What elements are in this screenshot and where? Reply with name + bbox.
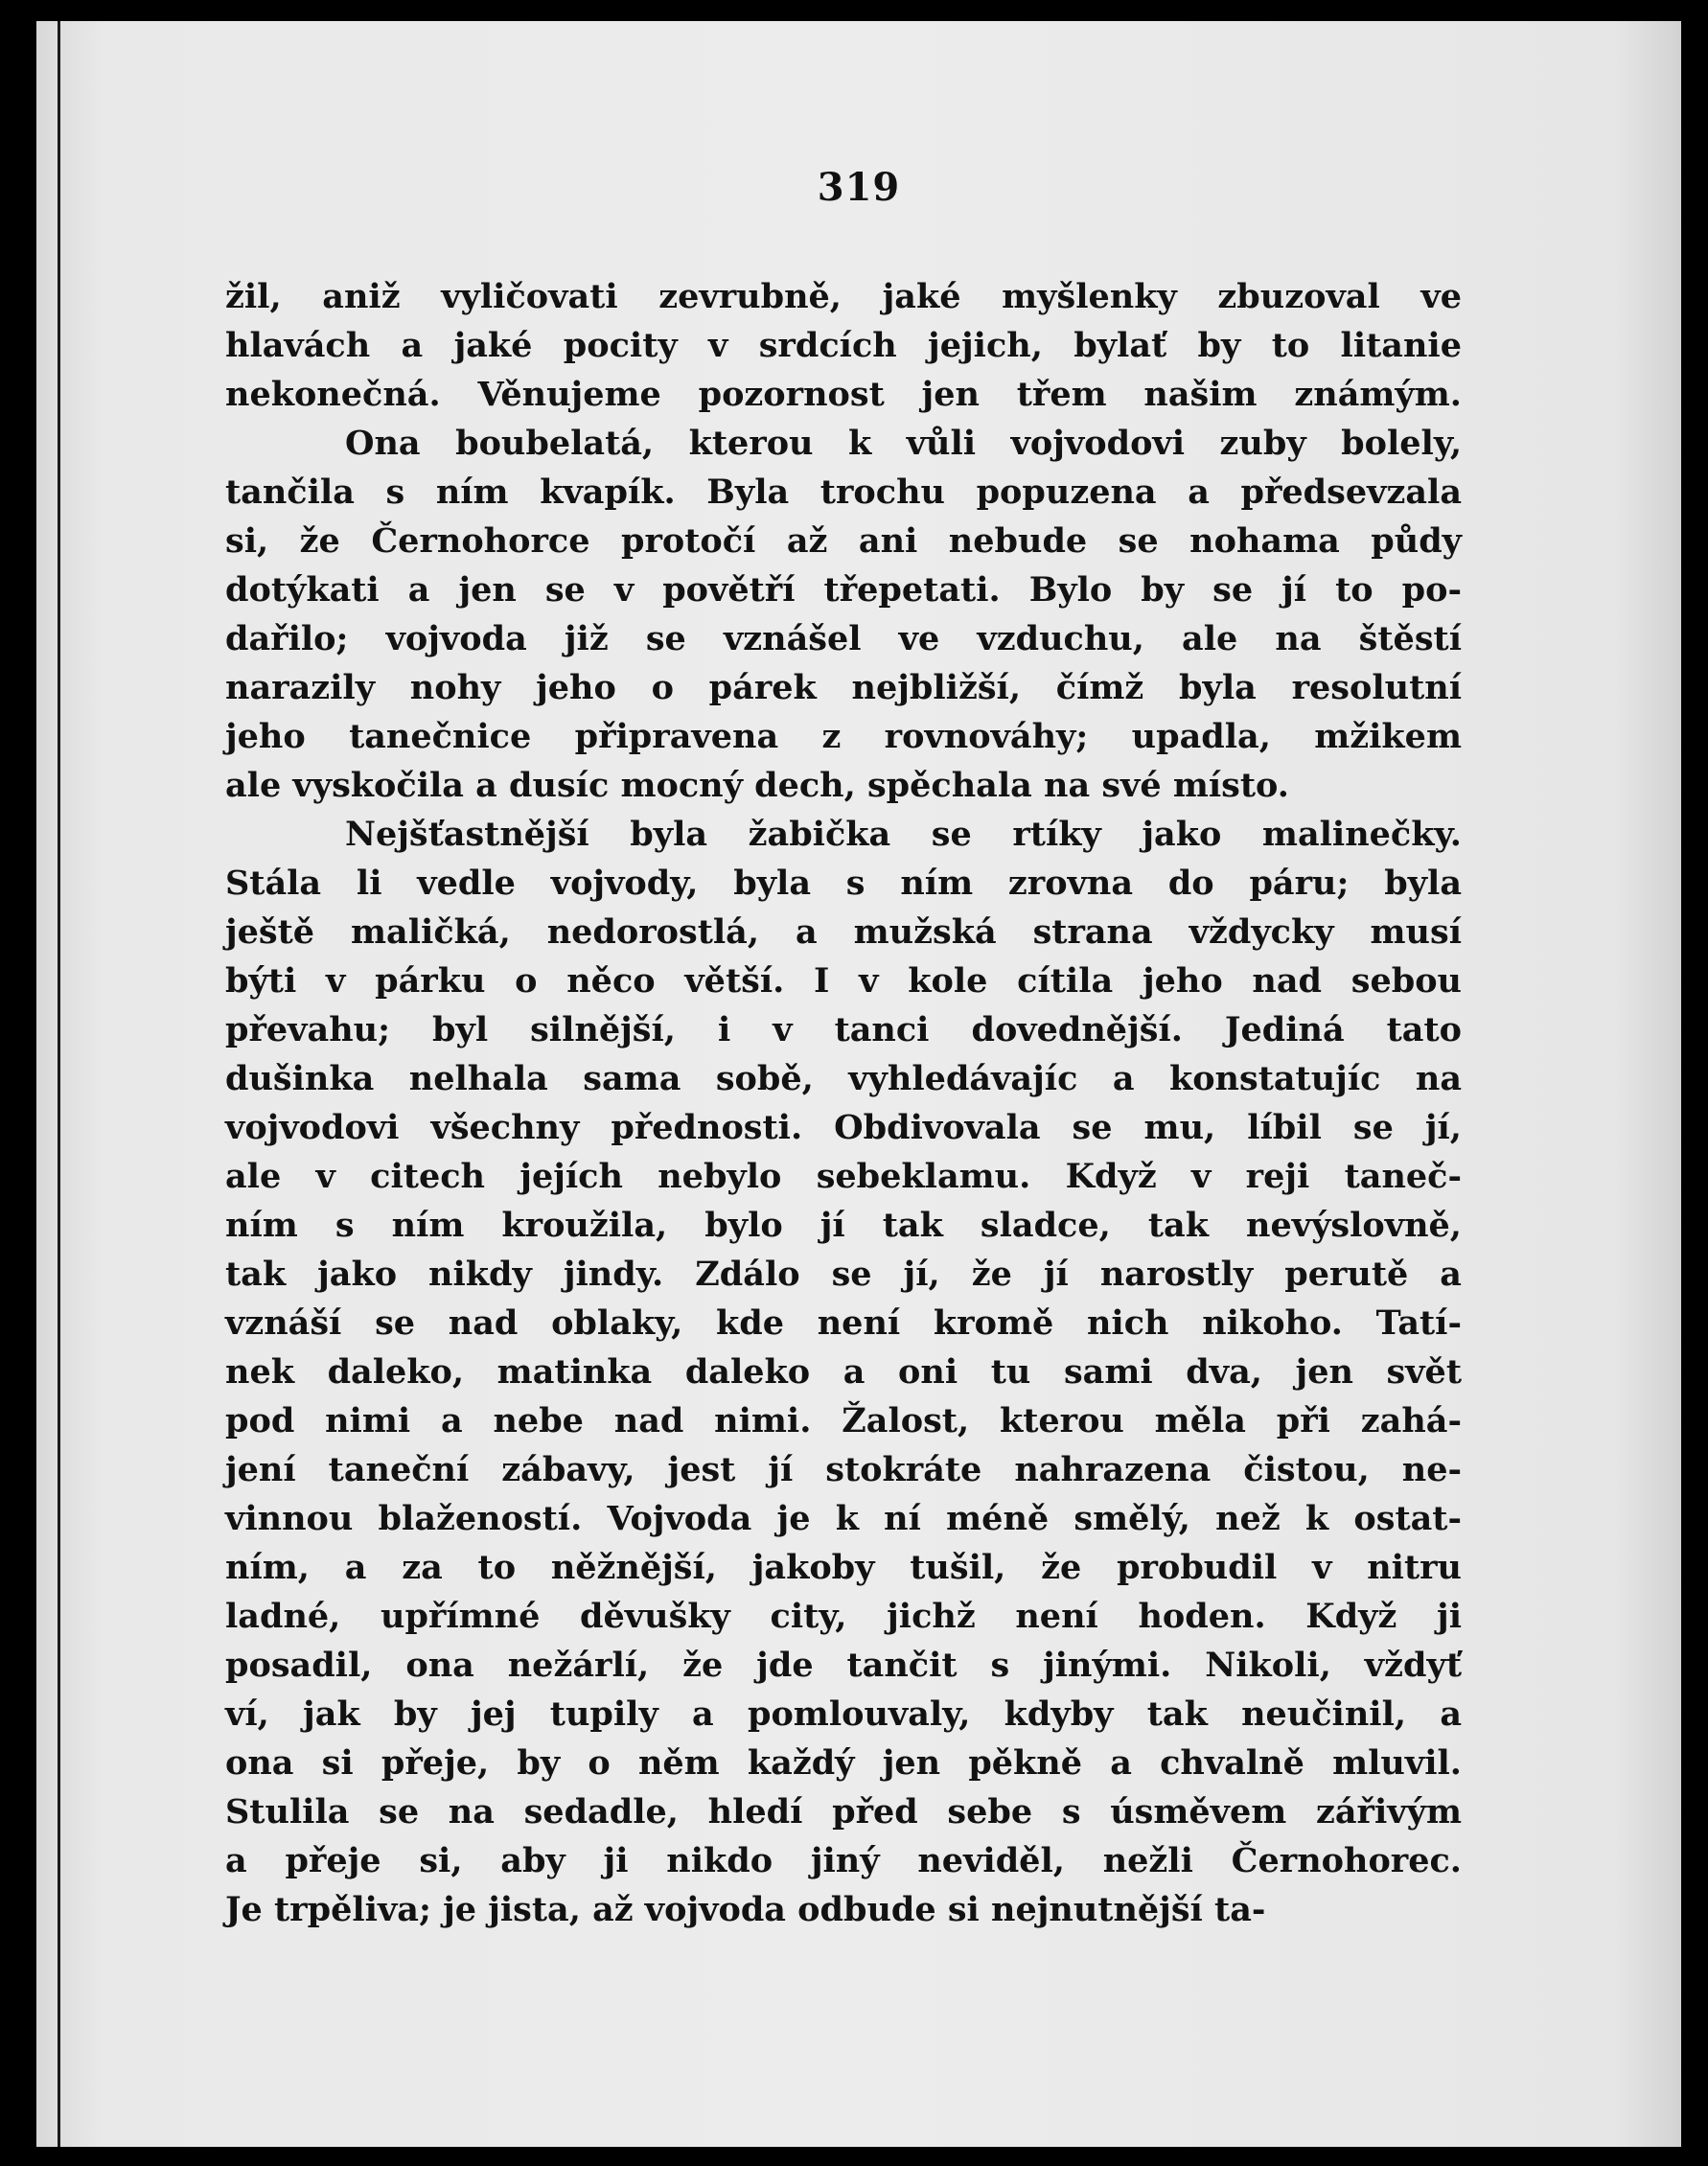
text-line: Stulila se na sedadle, hledí před sebe s úsměvem zářivým <box>225 1792 1462 1832</box>
text-line: jení taneční zábavy, jest jí stokráte nahrazena čistou, ne- <box>225 1450 1462 1489</box>
text-line: dušinka nelhala sama sobě, vyhledávajíc a konstatujíc na <box>225 1059 1462 1098</box>
text-line: jeho tanečnice připravena z rovnováhy; upadla, mžikem <box>225 717 1462 756</box>
text-line: býti v párku o něco větší. I v kole cítila jeho nad sebou <box>225 961 1462 1001</box>
text-line: pod nimi a nebe nad nimi. Žalost, kterou měla při zahá- <box>225 1401 1462 1440</box>
text-line: Ona boubelatá, kterou k vůli vojvodovi zuby bolely, <box>345 424 1462 463</box>
text-line: Stála li vedle vojvody, byla s ním zrovna do páru; byla <box>225 864 1462 903</box>
text-line: ale v citech jejích nebylo sebeklamu. Když v reji taneč- <box>225 1157 1462 1196</box>
book-page <box>36 21 1681 2147</box>
text-line: ním, a za to něžnější, jakoby tušil, že probudil v nitru <box>225 1548 1462 1587</box>
text-line: žil, aniž vyličovati zevrubně, jaké myšlenky zbuzoval ve <box>225 277 1462 316</box>
page-edge-shadow <box>58 21 60 2147</box>
text-line: ještě maličká, nedorostlá, a mužská strana vždycky musí <box>225 912 1462 952</box>
body-text <box>225 272 1462 1934</box>
text-line: narazily nohy jeho o párek nejbližší, čímž byla resolutní <box>225 668 1462 707</box>
text-line: vznáší se nad oblaky, kde není kromě nich nikoho. Tatí- <box>225 1303 1462 1343</box>
text-line: nekonečná. Věnujeme pozornost jen třem našim známým. <box>225 375 1462 414</box>
text-line: vojvodovi všechny přednosti. Obdivovala se mu, líbil se jí, <box>225 1108 1462 1147</box>
text-line: hlavách a jaké pocity v srdcích jejich, bylať by to litanie <box>225 326 1462 365</box>
text-line: dotýkati a jen se v povětří třepetati. Bylo by se jí to po- <box>225 570 1462 610</box>
text-line: a přeje si, aby ji nikdo jiný neviděl, nežli Černohorec. <box>225 1841 1462 1880</box>
text-line: posadil, ona nežárlí, že jde tančit s jinými. Nikoli, vždyť <box>225 1646 1462 1685</box>
text-line: ona si přeje, by o něm každý jen pěkně a chvalně mluvil. <box>225 1743 1462 1783</box>
text-line: ví, jak by jej tupily a pomlouvaly, kdyby tak neučinil, a <box>225 1694 1462 1734</box>
text-line: vinnou blažeností. Vojvoda je k ní méně smělý, než k ostat- <box>225 1499 1462 1538</box>
text-line: ale vyskočila a dusíc mocný dech, spěchala na své místo. <box>225 766 1289 805</box>
text-line: Je trpěliva; je jista, až vojvoda odbude si nejnutnější ta- <box>225 1890 1266 1929</box>
text-line: tančila s ním kvapík. Byla trochu popuzena a předsevzala <box>225 472 1462 512</box>
text-line: ním s ním kroužila, bylo jí tak sladce, tak nevýslovně, <box>225 1206 1462 1245</box>
text-line: převahu; byl silnější, i v tanci dovednější. Jediná tato <box>225 1010 1462 1049</box>
text-line: ladné, upřímné děvušky city, jichž není hoden. Když ji <box>225 1597 1462 1636</box>
text-line: tak jako nikdy jindy. Zdálo se jí, že jí narostly perutě a <box>225 1255 1462 1294</box>
page-number: 319 <box>817 165 901 210</box>
text-line: nek daleko, matinka daleko a oni tu sami dva, jen svět <box>225 1352 1462 1392</box>
text-line: Nejšťastnější byla žabička se rtíky jako malinečky. <box>345 815 1462 854</box>
text-line: si, že Černohorce protočí až ani nebude se nohama půdy <box>225 521 1462 561</box>
text-line: dařilo; vojvoda již se vznášel ve vzduchu, ale na štěstí <box>225 619 1462 658</box>
